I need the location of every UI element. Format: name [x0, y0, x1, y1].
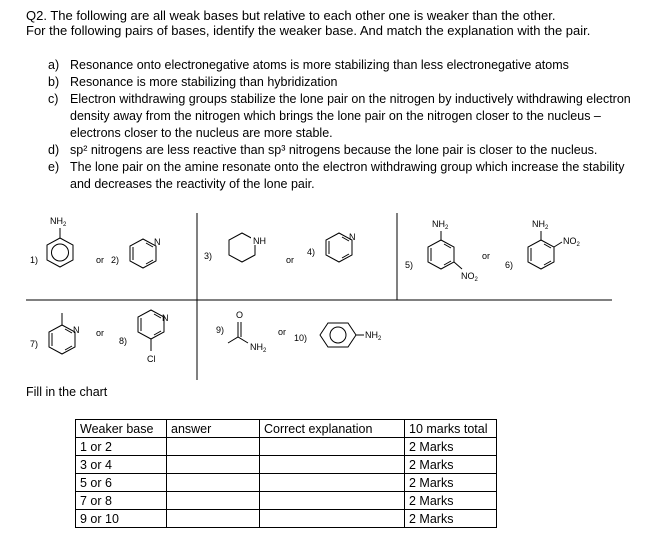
svg-text:NH2: $NH_2$ — [532, 219, 549, 231]
marks-cell: 2 Marks — [405, 438, 497, 456]
table-row — [76, 474, 497, 492]
structure-3-piperidine — [204, 233, 266, 262]
explanation-cell[interactable] — [260, 438, 405, 456]
svg-text:5): 5) — [405, 260, 414, 270]
svg-text:1): 1) — [30, 255, 39, 265]
svg-text:N: N — [162, 313, 169, 323]
explanation-cell[interactable] — [260, 492, 405, 510]
marks-cell: 2 Marks — [405, 510, 497, 528]
table-row — [76, 510, 497, 528]
structure-2-pyridine — [111, 237, 161, 268]
structures-figure — [0, 205, 652, 380]
explanation-cell[interactable] — [260, 510, 405, 528]
answer-chart — [75, 419, 497, 528]
pair-cell: 5 or 6 — [76, 474, 167, 492]
structure-7-methylpyridine — [30, 313, 80, 354]
svg-text:N: N — [154, 237, 161, 247]
svg-text:NH2: $NH_2$ — [250, 342, 267, 354]
structure-1-aniline — [30, 216, 73, 267]
svg-text:9): 9) — [216, 325, 225, 335]
pair-cell: 1 or 2 — [76, 438, 167, 456]
explanation-b: b) Resonance is more stabilizing than hybridization — [48, 75, 338, 89]
svg-text:N: N — [349, 232, 356, 242]
svg-text:4): 4) — [307, 247, 316, 257]
header-correct-explanation: Correct explanation — [260, 420, 405, 438]
table-row — [76, 438, 497, 456]
or-5: or — [278, 327, 287, 337]
or-1: or — [96, 255, 105, 265]
pair-cell: 3 or 4 — [76, 456, 167, 474]
svg-text:6): 6) — [505, 260, 514, 270]
svg-text:10): 10) — [294, 333, 308, 343]
structure-4-pyridine — [307, 232, 356, 262]
answer-cell[interactable] — [167, 510, 260, 528]
marks-cell: 2 Marks — [405, 492, 497, 510]
explanation-cell[interactable] — [260, 456, 405, 474]
explanation-d: d) sp² nitrogens are less reactive than sp³ nitrogens because the lone pair is closer to the nucleus. — [48, 143, 598, 157]
structure-10-aniline — [294, 323, 382, 347]
explanation-list — [48, 57, 633, 193]
svg-text:NH2: $NH_2$ — [432, 219, 449, 231]
explanation-c: c) Electron withdrawing groups stabilize the lone pair on the nitrogen by inductively withdrawing electron density away from the nitrogen which brings the lone pair on the nitrogen closer to the nucleus – electrons closer to the nucleus are more stable. — [48, 92, 631, 140]
structure-6-nitroaniline — [505, 219, 581, 270]
explanation-cell[interactable] — [260, 474, 405, 492]
svg-text:2): 2) — [111, 255, 120, 265]
svg-text:NH2: $NH_2$ — [365, 330, 382, 342]
question-instruction: For the following pairs of bases, identify the weaker base. And match the explanation with the pair. — [26, 23, 591, 38]
fill-in-label: Fill in the chart — [26, 385, 108, 399]
answer-cell[interactable] — [167, 492, 260, 510]
or-2: or — [286, 255, 295, 265]
svg-text:NH: NH — [253, 236, 266, 246]
answer-cell[interactable] — [167, 456, 260, 474]
svg-text:3): 3) — [204, 251, 213, 261]
svg-text:O: O — [236, 310, 244, 320]
svg-text:8): 8) — [119, 336, 128, 346]
pair-cell: 7 or 8 — [76, 492, 167, 510]
svg-text:N: N — [73, 325, 80, 335]
marks-cell: 2 Marks — [405, 474, 497, 492]
or-3: or — [482, 251, 491, 261]
table-row — [76, 456, 497, 474]
svg-text:NO2: $NO_2$ — [563, 236, 580, 248]
explanation-e: e) The lone pair on the amine resonate onto the electron withdrawing group which increase the stability and decreases the reactivity of the lone pair. — [48, 160, 625, 191]
structure-8-chloropyridine — [119, 310, 169, 364]
structure-9-amide — [216, 310, 267, 354]
structure-5-nitroaniline — [405, 219, 479, 283]
svg-text:Cl: Cl — [147, 354, 156, 364]
svg-text:NO2: $NO_2$ — [461, 271, 478, 283]
marks-cell: 2 Marks — [405, 456, 497, 474]
question-title: Q2. The following are all weak bases but relative to each other one is weaker than the other. — [26, 8, 556, 23]
pair-cell: 9 or 10 — [76, 510, 167, 528]
chart-header-row — [76, 420, 497, 438]
header-weaker-base: Weaker base — [76, 420, 167, 438]
table-row — [76, 492, 497, 510]
svg-text:NH2: $NH_2$ — [50, 216, 67, 228]
answer-cell[interactable] — [167, 474, 260, 492]
answer-cell[interactable] — [167, 438, 260, 456]
svg-text:7): 7) — [30, 339, 39, 349]
header-marks-total: 10 marks total — [405, 420, 497, 438]
or-4: or — [96, 328, 105, 338]
explanation-a: a) Resonance onto electronegative atoms is more stabilizing than less electronegative atoms — [48, 58, 569, 72]
header-answer: answer — [167, 420, 260, 438]
